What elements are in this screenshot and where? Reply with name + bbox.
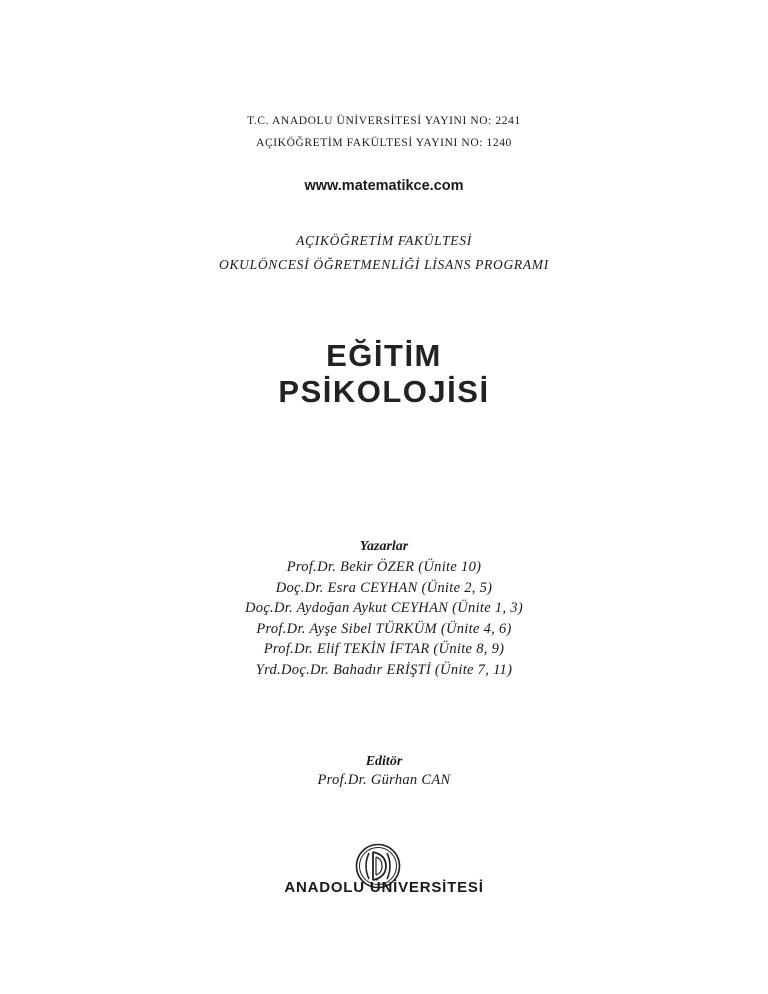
faculty-publication-number-line: AÇIKÖĞRETİM FAKÜLTESİ YAYINI NO: 1240 xyxy=(256,137,512,149)
authors-heading: Yazarlar xyxy=(359,539,409,554)
authors-list xyxy=(0,557,768,681)
author-item: Prof.Dr. Elif TEKİN İFTAR (Ünite 8, 9) xyxy=(263,641,505,658)
website-link[interactable]: www.matematikce.com xyxy=(304,178,464,194)
editor-heading: Editör xyxy=(365,754,403,769)
author-item: Prof.Dr. Bekir ÖZER (Ünite 10) xyxy=(286,559,482,575)
author-item: Prof.Dr. Ayşe Sibel TÜRKÜM (Ünite 4, 6) xyxy=(256,620,512,637)
author-item: Doç.Dr. Aydoğan Aykut CEYHAN (Ünite 1, 3) xyxy=(245,600,523,617)
book-title-line-1: EĞİTİM xyxy=(326,338,442,373)
faculty-name: AÇIKÖĞRETİM FAKÜLTESİ xyxy=(296,233,472,248)
editor-name: Prof.Dr. Gürhan CAN xyxy=(317,772,451,788)
university-name: ANADOLU ÜNİVERSİTESİ xyxy=(284,879,484,896)
author-item: Doç.Dr. Esra CEYHAN (Ünite 2, 5) xyxy=(275,579,493,596)
publication-number-line: T.C. ANADOLU ÜNİVERSİTESİ YAYINI NO: 2241 xyxy=(247,115,521,127)
book-title-line-2: PSİKOLOJİSİ xyxy=(278,374,490,409)
author-item: Yrd.Doç.Dr. Bahadır ERİŞTİ (Ünite 7, 11) xyxy=(255,661,513,678)
program-name: OKULÖNCESİ ÖĞRETMENLİĞİ LİSANS PROGRAMI xyxy=(219,257,549,272)
